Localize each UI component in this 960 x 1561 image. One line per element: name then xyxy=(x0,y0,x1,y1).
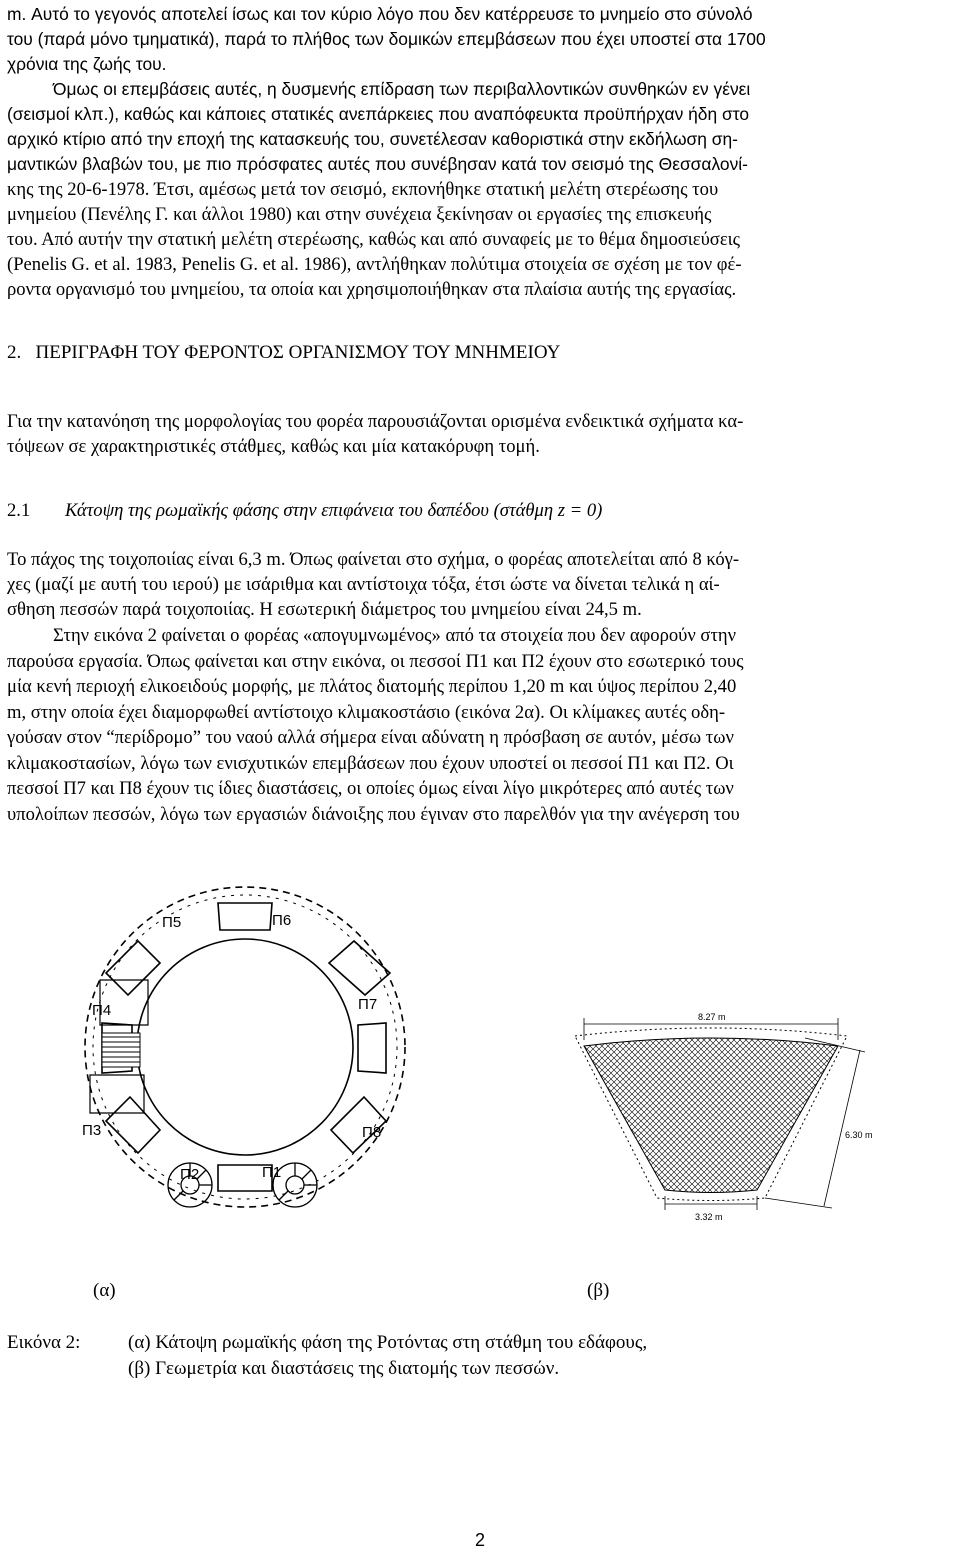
text-line: σθηση πεσσών παρά τοιχοποιίας. Η εσωτερική διάμετρος του μνημείου είναι 24,5 m. xyxy=(7,599,642,620)
text-line: m. Αυτό το γεγονός αποτελεί ίσως και τον κύριο λόγο που δεν κατέρρευσε το μνημείο στο σύνολό xyxy=(7,4,753,24)
text-line: m, στην οποία έχει διαμορφωθεί αντίστοιχο κλιμακοστάσιο (εικόνα 2α). Οι κλίμακες αυτές οδη- xyxy=(7,702,726,723)
text-line: (Penelis G. et al. 1983, Penelis G. et al. 1986), αντλήθηκαν πολύτιμα στοιχεία σε σχέση με τον φέ- xyxy=(7,254,742,275)
page-number: 2 xyxy=(474,1530,485,1550)
inner-circle xyxy=(137,939,353,1155)
pier-label-p1: Π1 xyxy=(262,1164,282,1181)
caption-label: Εικόνα 2: xyxy=(7,1332,81,1353)
text-line: μία κενή περιοχή ελικοειδούς μορφής, με πλάτος διατομής περίπου 1,20 m και ύψος περίπου 2,40 xyxy=(7,676,737,697)
dimension-side: 6.30 m xyxy=(845,1130,873,1140)
text-line: αρχικό κτίριο από την εποχή της κατασκευής του, συνετέλεσαν καθοριστικά στην εκδήλωση ση- xyxy=(7,129,738,149)
pier-label-p3: Π3 xyxy=(82,1122,102,1139)
dimension-top: 8.27 m xyxy=(698,1012,726,1022)
text-line: (σεισμοί κλπ.), καθώς και κάποιες στατικές ανεπάρκειες που αναπόφευκτα προϋπήρχαν ήδη στο xyxy=(7,104,749,124)
text-line: μαντικών βλαβών του, με πιο πρόσφατες αυτές που συνέβησαν κατά τον σεισμό της Θεσσαλονί- xyxy=(7,154,748,174)
text-line: του (παρά μόνο τμηματικά), παρά το πλήθος των δομικών επεμβάσεων που έχει υποστεί στα 1700 xyxy=(7,29,766,49)
text-line: του. Από αυτήν την στατική μελέτη στερέωσης, καθώς και από συναφείς με το θέμα δημοσιεύσεις xyxy=(7,229,740,250)
pier-label-p5: Π5 xyxy=(162,914,182,931)
rotunda-plan-figure xyxy=(40,885,460,1225)
text-line: χες (μαζί με αυτή του ιερού) με ισάριθμα και αντίστοιχα τόξα, έτσι ώστε να δίνεται τελικά η αί- xyxy=(7,574,720,595)
text-line: Στην εικόνα 2 φαίνεται ο φορέας «απογυμνωμένος» από τα στοιχεία που δεν αφορούν στην xyxy=(53,625,737,646)
pier-section-figure xyxy=(560,1010,920,1250)
niche-group xyxy=(102,903,390,1191)
text-line: Για την κατανόηση της μορφολογίας του φορέα παρουσιάζονται ορισμένα ενδεικτικά σχήματα κα- xyxy=(7,411,744,432)
subsection-heading xyxy=(7,500,602,522)
text-line: υπολοίπων πεσσών, λόγω των εργασιών διάνοιξης που έγιναν στο παρελθόν για την ανέγερση του xyxy=(7,804,740,825)
text-line: χρόνια της ζωής του. xyxy=(7,54,167,74)
text-line: τόψεων σε χαρακτηριστικές στάθμες, καθώς και μία κατακόρυφη τομή. xyxy=(7,436,540,457)
text-line: κης της 20-6-1978. Έτσι, αμέσως μετά τον σεισμό, εκπονήθηκε στατική μελέτη στερέωσης του xyxy=(7,179,719,200)
subsection-title: Κάτοψη της ρωμαϊκής φάσης στην επιφάνεια του δαπέδου (στάθμη z = 0) xyxy=(65,500,603,521)
text-line: Το πάχος της τοιχοποιίας είναι 6,3 m. Όπως φαίνεται στο σχήμα, ο φορέας αποτελείται από 8 κόγ- xyxy=(7,549,740,570)
pier-label-p8: Π8 xyxy=(362,1124,382,1141)
figure-label-b: (β) xyxy=(587,1280,610,1301)
subsection-number: 2.1 xyxy=(7,500,31,521)
text-line: κλιμακοστασίων, λόγω των ενισχυτικών επεμβάσεων που έχουν υποστεί οι πεσσοί Π1 και Π2. Οι xyxy=(7,753,734,774)
pier-label-p2: Π2 xyxy=(180,1166,200,1183)
caption-line-b: (β) Γεωμετρία και διαστάσεις της διατομής των πεσσών. xyxy=(128,1358,560,1379)
dimension-bottom: 3.32 m xyxy=(695,1212,723,1222)
text-line: μνημείου (Πενέλης Γ. και άλλοι 1980) και στην συνέχεια ξεκίνησαν οι εργασίες της επισκευής xyxy=(7,204,712,225)
figure-label-a: (α) xyxy=(93,1280,116,1301)
text-line: πεσσοί Π7 και Π8 έχουν τις ίδιες διαστάσεις, οι οποίες όμως είναι λίγο μικρότερες από αυτές των xyxy=(7,778,734,799)
section-heading: 2. ΠΕΡΙΓΡΑΦΗ ΤΟΥ ΦΕΡΟΝΤΟΣ ΟΡΓΑΝΙΣΜΟΥ ΤΟΥ ΜΝΗΜΕΙΟΥ xyxy=(7,342,561,363)
pier-label-p7: Π7 xyxy=(358,996,378,1013)
pier-label-p4: Π4 xyxy=(92,1002,112,1019)
pier-label-p6: Π6 xyxy=(272,912,292,929)
text-line: ροντα οργανισμό του μνημείου, τα οποία και χρησιμοποιήθηκαν στα πλαίσια αυτής της εργασίας. xyxy=(7,279,737,300)
caption-line-a: (α) Κάτοψη ρωμαϊκής φάση της Ροτόντας στη στάθμη του εδάφους, xyxy=(128,1332,648,1353)
text-line: παρούσα εργασία. Όπως φαίνεται και στην εικόνα, οι πεσσοί Π1 και Π2 έχουν στο εσωτερικό τους xyxy=(7,651,744,672)
text-line: γούσαν στον “περίδρομο” του ναού αλλά σήμερα είναι αδύνατη η πρόσβαση σε αυτόν, μέσω των xyxy=(7,727,734,748)
text-line: Όμως οι επεμβάσεις αυτές, η δυσμενής επίδραση των περιβαλλοντικών συνθηκών εν γένει xyxy=(53,79,751,99)
